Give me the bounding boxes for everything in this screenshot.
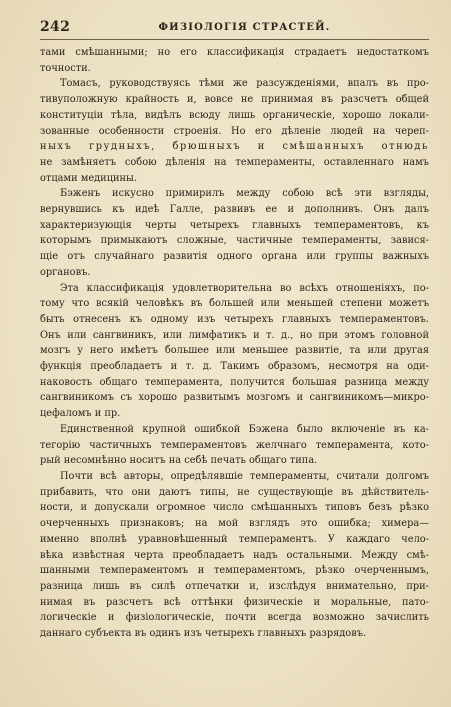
text-line: Бэженъ искусно примирилъ между собою всѣ эти взгляды, — [60, 188, 429, 200]
text-line: Почти всѣ авторы, опредѣлявшіе темпераменты, считали долгомъ — [60, 470, 429, 482]
text-line: даннаго субъекта въ одинъ изъ четырехъ главныхъ разрядовъ. — [40, 628, 367, 640]
text-line: быть отнесенъ къ одному изъ четырехъ главныхъ темпераментовъ. — [40, 313, 429, 325]
text-line: шанными темпераментомъ и темпераментомъ, рѣзко очерченнымъ, — [40, 565, 429, 577]
text-line: тегорію частичныхъ темпераментовъ желчнаго темперамента, кото- — [40, 439, 429, 451]
text-line: Онъ или сангвиникъ, или лимфатикъ и т. д., но при этомъ головной — [40, 329, 429, 341]
text-line: нимая въ разсчетъ всѣ оттѣнки физическіе и моральные, пато- — [40, 596, 429, 608]
text-line: которымъ примыкаютъ сложные, частичные темпераменты, завися- — [40, 235, 429, 247]
paragraph — [40, 281, 429, 422]
text-line: конституціи тѣла, видѣлъ всюду лишь органическіе, хорошо локали- — [40, 109, 429, 121]
text-line: цефаломъ и пр. — [40, 408, 121, 420]
text-line: прибавить, что они даютъ типы, не существующіе въ дѣйствитель- — [40, 486, 429, 498]
text-line: тивуположную крайность и, вовсе не принимая въ разсчетъ общей — [40, 94, 429, 106]
text-line: тами смѣшанными; но его классификація страдаетъ недостаткомъ — [40, 47, 429, 58]
text-line: очерченныхъ признаковъ; на мой взглядъ это ошибка; химера— — [40, 518, 429, 530]
text-line: щіе отъ случайнаго развитія одного органа или группы важныхъ — [40, 251, 429, 263]
text-line: зованные особенности строенія. Но его дѣленіе людей на череп- — [40, 125, 429, 137]
text-line: Эта классификація удовлетворительна во всѣхъ отношеніяхъ, по- — [60, 282, 429, 294]
body-text — [40, 45, 429, 642]
text-line: рый несомнѣнно носитъ на себѣ печать общаго типа. — [40, 455, 318, 467]
text-line: ныхъ грудныхъ, брюшныхъ и смѣшанныхъ отнюдь — [40, 141, 429, 153]
text-line: точности. — [40, 62, 91, 74]
text-line: вѣка извѣстная черта преобладаетъ надъ остальными. Между смѣ- — [40, 549, 429, 561]
paragraph — [40, 45, 429, 76]
text-line: логическіе и физіологическіе, почти всегда возможно зачислить — [40, 612, 429, 624]
text-line: характеризующія черты четырехъ главныхъ темпераментовъ, къ — [40, 219, 429, 231]
paragraph — [40, 422, 429, 469]
text-line: наковость общаго темперамента, получится большая разница между — [40, 376, 429, 388]
text-line: сангвиникомъ съ хорошо развитымъ мозгомъ и сангвиникомъ—микро- — [40, 392, 429, 404]
text-line: разница лишь въ силѣ отпечатки и, изслѣдуя внимательно, при- — [40, 580, 429, 592]
page-header — [40, 18, 429, 36]
text-line: не замѣняетъ собою дѣленія на темпераменты, оставленнаго намъ — [40, 156, 429, 168]
text-line: отцами медицины. — [40, 172, 137, 184]
text-line: функція преобладаетъ и т. д. Такимъ образомъ, несмотря на оди- — [40, 361, 429, 373]
paragraph — [40, 76, 429, 186]
text-line: Единственной крупной ошибкой Бэжена было включеніе въ ка- — [60, 423, 429, 435]
text-line: тому что всякій человѣкъ въ большей или меньшей степени можетъ — [40, 298, 429, 310]
text-line: мозгъ у него имѣетъ большее или меньшее развитіе, та или другая — [40, 345, 429, 357]
text-line: ности, и допускали огромное число смѣшанныхъ типовъ безъ рѣзко — [40, 502, 429, 514]
page-number: 242 — [40, 19, 71, 35]
header-rule — [40, 39, 429, 40]
paragraph — [40, 186, 429, 280]
running-title: ФИЗIОЛОГIЯ СТРАСТЕЙ. — [158, 22, 331, 33]
text-line: вернувшись къ идеѣ Галле, развивъ ее и дополнивъ. Онъ далъ — [40, 204, 429, 216]
paragraph — [40, 469, 429, 642]
text-line: органовъ. — [40, 266, 91, 278]
text-line: Томасъ, руководствуясь тѣми же разсужденіями, впалъ въ про- — [60, 78, 429, 90]
text-line: именно вполнѣ уравновѣшенный темпераментъ. У каждаго чело- — [40, 533, 429, 545]
